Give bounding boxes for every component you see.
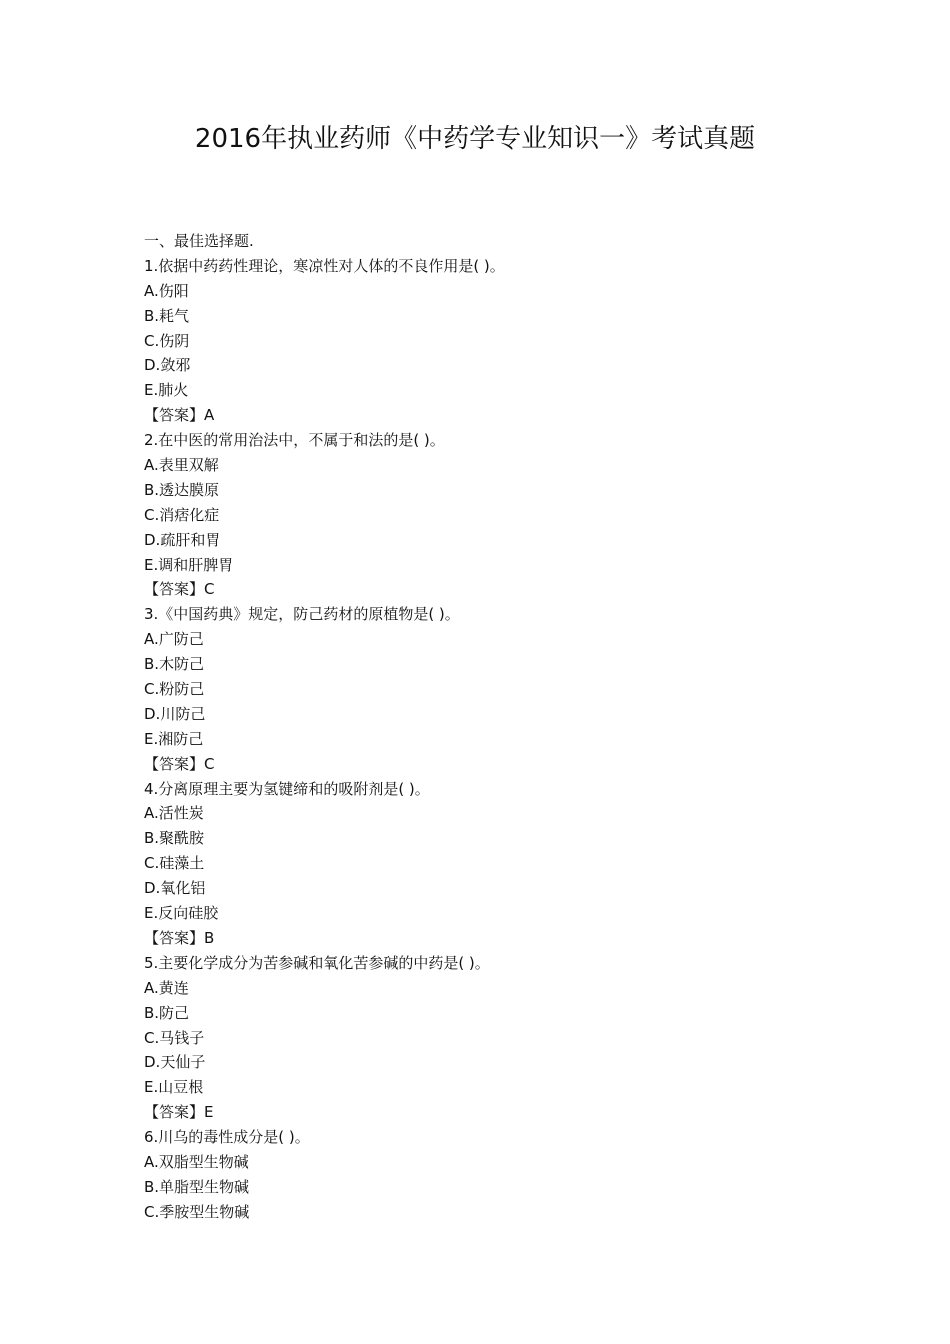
answer-line [144,1100,824,1125]
answer-line [144,577,824,602]
option-e: E.肺火 [144,381,189,400]
answer-prefix: 【答案】 [144,1103,205,1122]
option-d: D.天仙子 [144,1053,206,1072]
question-2 [144,428,824,602]
option-e: E.反向硅胶 [144,904,219,923]
question-4 [144,777,824,951]
answer-prefix: 【答案】 [144,580,205,599]
answer-value: C [204,580,215,599]
option-e: E.调和肝脾胃 [144,555,234,574]
question-list [144,229,824,1225]
option-b: B.木防己 [144,655,205,674]
question-stem: 1.依据中药药性理论，寒凉性对人体的不良作用是( )。 [144,256,505,275]
option-c: C.硅藻土 [144,854,205,873]
option-c: C.马钱子 [144,1028,205,1047]
option-a: A.双脂型生物碱 [144,1152,249,1171]
option-e: E.湘防己 [144,729,204,748]
question-stem: 6.川乌的毒性成分是( )。 [144,1128,310,1147]
option-d: D.敛邪 [144,356,191,375]
answer-prefix: 【答案】 [144,754,205,773]
option-d: D.氧化铝 [144,879,206,898]
answer-prefix: 【答案】 [144,406,205,425]
question-5 [144,951,824,1125]
option-a: A.广防己 [144,630,204,649]
option-b: B.透达膜原 [144,480,220,499]
option-b: B.单脂型生物碱 [144,1177,250,1196]
question-stem: 3.《中国药典》规定，防己药材的原植物是( )。 [144,605,460,624]
question-6 [144,1125,824,1225]
option-c: C.粉防己 [144,680,205,699]
answer-value: C [204,754,215,773]
option-e: E.山豆根 [144,1078,204,1097]
answer-value: A [204,406,215,425]
answer-line [144,926,824,951]
document-title: 2016年执业药师《中药学专业知识一》考试真题 [194,124,756,154]
answer-line [144,403,824,428]
answer-value: B [204,928,215,947]
answer-value: E [204,1103,214,1122]
option-a: A.表里双解 [144,456,219,475]
option-c: C.季胺型生物碱 [144,1202,250,1221]
option-d: D.疏肝和胃 [144,530,221,549]
option-c: C.消痞化症 [144,505,220,524]
question-3 [144,602,824,776]
question-stem: 5.主要化学成分为苦参碱和氧化苦参碱的中药是( )。 [144,953,490,972]
option-b: B.耗气 [144,306,190,325]
question-1 [144,254,824,428]
option-b: B.防己 [144,1003,190,1022]
option-b: B.聚酰胺 [144,829,205,848]
question-stem: 4.分离原理主要为氢键缔和的吸附剂是( )。 [144,779,430,798]
option-c: C.伤阴 [144,331,190,350]
option-a: A.伤阳 [144,281,189,300]
answer-prefix: 【答案】 [144,928,205,947]
option-d: D.川防己 [144,704,206,723]
question-stem: 2.在中医的常用治法中，不属于和法的是( )。 [144,431,445,450]
option-a: A.活性炭 [144,804,204,823]
section-heading: 一、最佳选择题. [144,232,254,250]
answer-line [144,752,824,777]
option-a: A.黄连 [144,978,189,997]
